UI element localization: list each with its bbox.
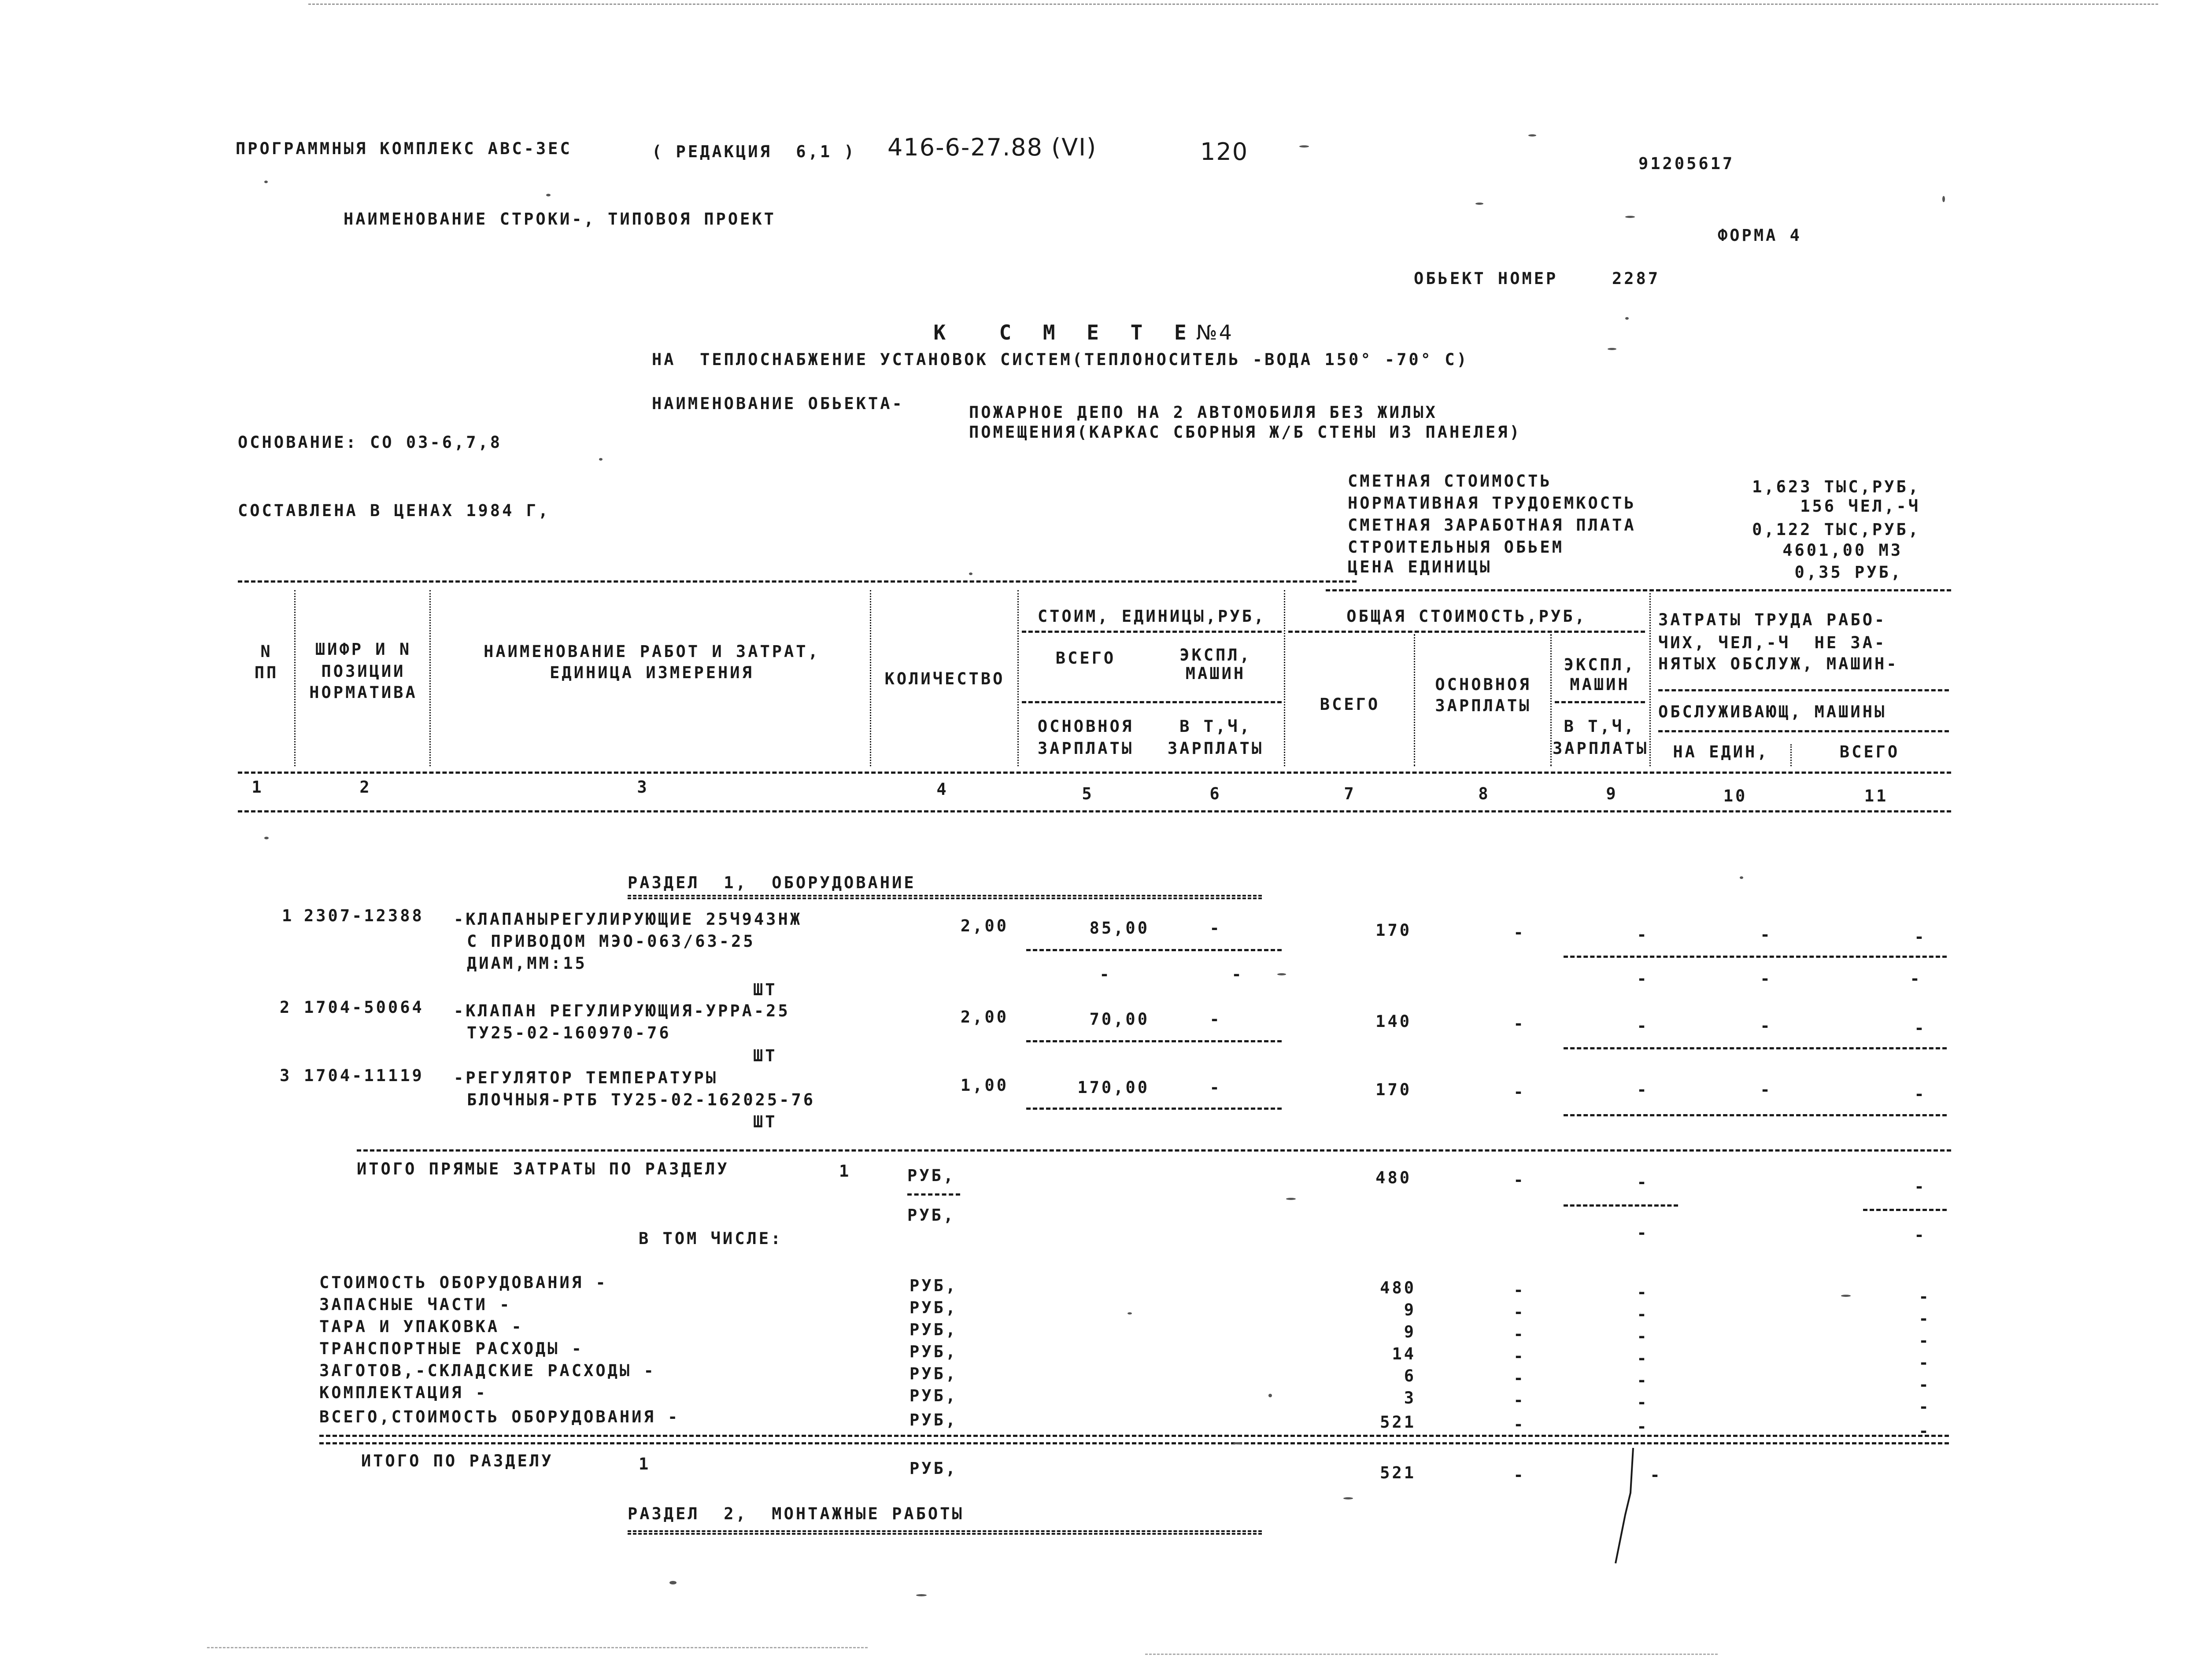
estimate-subject: НА ТЕПЛОСНАБЖЕНИЕ УСТАНОВОК СИСТЕМ(ТЕПЛОНОСИТЕЛЬ -ВОДА 150° -70° С) xyxy=(652,350,1469,369)
direct-costs-col11: - xyxy=(1914,1177,1926,1196)
cell-rule xyxy=(1564,1204,1678,1207)
direct-costs-section: 1 xyxy=(839,1162,851,1181)
col-1-header: N xyxy=(260,642,273,661)
column-number: 10 xyxy=(1723,786,1748,805)
header-rule xyxy=(1555,701,1645,703)
estimate-title-prefix: К С М Е Т Е xyxy=(933,321,1196,344)
salary: - xyxy=(1513,1014,1526,1033)
summary-label: НОРМАТИВНАЯ ТРУДОЕМКОСТЬ xyxy=(1348,494,1636,513)
section-2-title: РАЗДЕЛ 2, МОНТАЖНЫЕ РАБОТЫ xyxy=(628,1504,964,1523)
breakdown-value: 9 xyxy=(1404,1300,1416,1319)
direct-costs-col9-2: - xyxy=(1637,1223,1649,1242)
cell-rule xyxy=(907,1193,960,1196)
quantity: 2,00 xyxy=(960,916,1009,935)
scan-speck xyxy=(969,572,972,575)
scan-speck xyxy=(1625,216,1635,218)
breakdown-value: 14 xyxy=(1392,1344,1416,1363)
item-name: ДИАМ,ММ:15 xyxy=(467,954,587,973)
estimate-number: №4 xyxy=(1196,321,1234,344)
summary-value: 4601,00 М3 xyxy=(1782,541,1903,560)
section-total-label: ИТОГО ПО РАЗДЕЛУ xyxy=(361,1451,554,1470)
position-code: 1704-11119 xyxy=(304,1066,424,1085)
col-10-value: - xyxy=(1760,1016,1772,1035)
labor-group-header: ЗАТРАТЫ ТРУДА РАБО- xyxy=(1658,610,1887,629)
column-divider xyxy=(870,590,871,766)
object-number: 2287 xyxy=(1612,269,1660,288)
col-9-header: МАШИН xyxy=(1570,675,1630,694)
scan-speck xyxy=(1608,348,1616,350)
col-3-header: НАИМЕНОВАНИЕ РАБОТ И ЗАТРАТ, xyxy=(484,642,820,661)
column-number: 6 xyxy=(1209,784,1222,803)
column-number: 1 xyxy=(251,778,264,797)
section-total-value: 521 xyxy=(1380,1463,1416,1482)
pen-mark xyxy=(1612,1444,1638,1568)
cell-rule xyxy=(1026,1108,1282,1110)
breakdown-value: 9 xyxy=(1404,1322,1416,1341)
salary-placeholder: - xyxy=(1231,965,1244,984)
section-rule xyxy=(357,1149,1951,1152)
header-rule xyxy=(1658,730,1949,732)
breakdown-value: 3 xyxy=(1404,1388,1416,1407)
row-number: 3 xyxy=(280,1066,292,1085)
salary-placeholder: - xyxy=(1760,969,1772,988)
breakdown-unit: РУБ, xyxy=(909,1386,958,1405)
scan-edge xyxy=(1145,1654,1718,1655)
breakdown-dash: - xyxy=(1919,1309,1931,1328)
header-rule xyxy=(1022,631,1282,633)
scan-speck xyxy=(1343,1497,1353,1499)
column-number: 9 xyxy=(1606,784,1618,803)
scan-speck xyxy=(1942,196,1945,202)
col-8-header: ЗАРПЛАТЫ xyxy=(1435,696,1531,715)
breakdown-dash: - xyxy=(1637,1305,1649,1324)
column-divider xyxy=(1284,590,1285,766)
breakdown-dash: - xyxy=(1513,1325,1526,1344)
summary-label: СМЕТНАЯ СТОИМОСТЬ xyxy=(1348,472,1552,491)
price-level: СОСТАВЛЕНА В ЦЕНАХ 1984 Г, xyxy=(238,501,551,520)
breakdown-dash: - xyxy=(1919,1331,1931,1350)
col-5-subheader: ОСНОВНОЯ xyxy=(1037,717,1134,736)
col-2-header: НОРМАТИВА xyxy=(309,683,418,702)
breakdown-dash: - xyxy=(1637,1417,1649,1436)
scan-speck xyxy=(916,1594,927,1596)
object-name-line2: ПОМЕЩЕНИЯ(КАРКАС СБОРНЫЯ Ж/Б СТЕНЫ ИЗ ПАНЕЛЕЯ) xyxy=(969,423,1522,442)
scan-speck xyxy=(669,1581,677,1584)
header-rule xyxy=(1288,631,1645,633)
col-9-value: - xyxy=(1637,925,1649,944)
direct-costs-col11-2: - xyxy=(1914,1226,1926,1244)
breakdown-value: 521 xyxy=(1380,1413,1416,1432)
position-code: 2307-12388 xyxy=(304,906,424,925)
breakdown-label: ЗАПАСНЫЕ ЧАСТИ - xyxy=(319,1295,512,1314)
col-7-header: ВСЕГО xyxy=(1320,695,1380,714)
col-6-subheader: В Т,Ч, xyxy=(1179,717,1252,736)
edition: ( РЕДАКЦИЯ 6,1 ) xyxy=(652,142,856,161)
col-5-subheader: ЗАРПЛАТЫ xyxy=(1037,739,1134,758)
col-9-subheader: В Т,Ч, xyxy=(1564,717,1636,736)
cell-rule xyxy=(1564,1114,1947,1116)
summary-label: СТРОИТЕЛЬНЫЯ ОБЬЕМ xyxy=(1348,538,1564,557)
scan-speck xyxy=(1299,145,1309,148)
machine-cost: - xyxy=(1209,919,1222,938)
breakdown-dash: - xyxy=(1513,1281,1526,1300)
total-cost-group-header: ОБЩАЯ СТОИМОСТЬ,РУБ, xyxy=(1346,607,1587,626)
estimate-title xyxy=(890,306,1234,344)
col-10-value: - xyxy=(1760,1080,1772,1099)
machine-cost: - xyxy=(1209,1078,1222,1097)
header-number-rule xyxy=(238,772,1951,774)
breakdown-dash: - xyxy=(1513,1347,1526,1366)
quantity: 2,00 xyxy=(960,1008,1009,1026)
breakdown-dash: - xyxy=(1513,1303,1526,1322)
breakdown-dash: - xyxy=(1513,1369,1526,1388)
unit-price: 70,00 xyxy=(1089,1010,1150,1029)
document-number: 91205617 xyxy=(1638,154,1735,173)
col-9-header: ЭКСПЛ, xyxy=(1564,655,1636,674)
breakdown-label: ВСЕГО,СТОИМОСТЬ ОБОРУДОВАНИЯ - xyxy=(319,1407,680,1426)
salary-placeholder: - xyxy=(1099,965,1112,984)
scan-speck xyxy=(1277,973,1286,975)
column-number: 11 xyxy=(1864,786,1889,805)
scan-edge xyxy=(207,1647,868,1648)
breakdown-value: 6 xyxy=(1404,1366,1416,1385)
breakdown-dash: - xyxy=(1513,1415,1526,1434)
labor-group-header: ЧИХ, ЧЕЛ,-Ч НЕ ЗА- xyxy=(1658,633,1887,652)
column-number: 8 xyxy=(1478,784,1490,803)
section-total-salary: - xyxy=(1513,1466,1526,1484)
row-number: 2 xyxy=(280,998,292,1017)
unit: ШТ xyxy=(753,1046,777,1065)
column-divider xyxy=(429,590,431,766)
cell-rule xyxy=(1564,956,1947,958)
col-11-value: - xyxy=(1914,1019,1926,1038)
project-code: 416-6-27.88 (VI) xyxy=(887,133,1097,161)
breakdown-unit: РУБ, xyxy=(909,1298,958,1317)
object-name-label: НАИМЕНОВАНИЕ ОБЬЕКТА- xyxy=(652,394,904,413)
breakdown-label: КОМПЛЕКТАЦИЯ - xyxy=(319,1383,488,1402)
total-cost: 140 xyxy=(1375,1012,1412,1031)
direct-costs-label: ИТОГО ПРЯМЫЕ ЗАТРАТЫ ПО РАЗДЕЛУ xyxy=(357,1159,729,1178)
column-divider xyxy=(294,590,296,766)
column-divider xyxy=(1649,590,1651,766)
item-name: С ПРИВОДОМ МЭО-063/63-25 xyxy=(467,932,755,951)
col-10-header: НА ЕДИН, xyxy=(1673,742,1769,761)
scan-speck xyxy=(1286,1198,1296,1200)
object-name-line1: ПОЖАРНОЕ ДЕПО НА 2 АВТОМОБИЛЯ БЕЗ ЖИЛЫХ xyxy=(969,403,1438,422)
scan-speck xyxy=(1625,317,1629,320)
col-9-value: - xyxy=(1637,1016,1649,1035)
column-number: 7 xyxy=(1344,784,1356,803)
summary-value: 1,623 ТЫС,РУБ, xyxy=(1752,477,1920,496)
breakdown-dash: - xyxy=(1513,1391,1526,1410)
scan-speck xyxy=(1528,134,1536,137)
col-11-value: - xyxy=(1914,927,1926,946)
item-name: БЛОЧНЫЯ-РТБ ТУ25-02-162025-76 xyxy=(467,1090,816,1109)
scan-speck xyxy=(1475,203,1483,205)
unit-cost-group-header: СТОИМ, ЕДИНИЦЫ,РУБ, xyxy=(1037,607,1266,626)
breakdown-dash: - xyxy=(1919,1353,1931,1372)
breakdown-dash: - xyxy=(1919,1422,1931,1440)
column-divider xyxy=(1790,744,1792,766)
scan-speck xyxy=(1128,1312,1132,1314)
section-rule xyxy=(319,1442,1949,1444)
breakdown-dash: - xyxy=(1637,1327,1649,1346)
col-9-subheader: ЗАРПЛАТЫ xyxy=(1553,739,1649,758)
direct-costs-unit-2: РУБ, xyxy=(907,1206,956,1225)
item-name: -КЛАПАНЫРЕГУЛИРУЮЩИЕ 25Ч943НЖ xyxy=(454,910,802,929)
col-2-header: ПОЗИЦИИ xyxy=(321,662,406,681)
cell-rule xyxy=(1026,949,1282,951)
table-top-rule xyxy=(238,580,1357,583)
col-1-header: ПП xyxy=(254,663,279,682)
breakdown-value: 480 xyxy=(1380,1278,1416,1297)
total-cost: 170 xyxy=(1375,1080,1412,1099)
breakdown-label: ТАРА И УПАКОВКА - xyxy=(319,1317,524,1336)
breakdown-dash: - xyxy=(1637,1371,1649,1390)
scan-speck xyxy=(264,837,269,839)
section-rule xyxy=(319,1435,1949,1437)
col-6-header: МАШИН xyxy=(1185,664,1246,683)
column-divider xyxy=(1550,634,1552,766)
unit: ШТ xyxy=(753,1112,777,1131)
breakdown-unit: РУБ, xyxy=(909,1276,958,1295)
object-number-label: ОБЬЕКТ НОМЕР xyxy=(1414,269,1558,288)
cell-rule xyxy=(1026,1040,1282,1042)
breakdown-unit: РУБ, xyxy=(909,1364,958,1383)
breakdown-label: ТРАНСПОРТНЫЕ РАСХОДЫ - xyxy=(319,1339,584,1358)
total-cost: 170 xyxy=(1375,921,1412,940)
scan-speck xyxy=(264,181,268,183)
summary-label: СМЕТНАЯ ЗАРАБОТНАЯ ПЛАТА xyxy=(1348,516,1636,535)
scan-speck xyxy=(546,194,551,196)
direct-costs-col9: - xyxy=(1637,1173,1649,1192)
summary-value: 0,35 РУБ, xyxy=(1794,563,1903,582)
item-name: -КЛАПАН РЕГУЛИРУЮЩИЯ-УРРА-25 xyxy=(454,1001,790,1020)
col-3-header: ЕДИНИЦА ИЗМЕРЕНИЯ xyxy=(550,663,754,682)
col-5-header: ВСЕГО xyxy=(1055,649,1116,668)
summary-value: 156 ЧЕЛ,-Ч xyxy=(1800,497,1920,516)
item-name: -РЕГУЛЯТОР ТЕМПЕРАТУРЫ xyxy=(454,1068,718,1087)
scan-edge xyxy=(308,4,2158,5)
breakdown-dash: - xyxy=(1919,1287,1931,1306)
section-total-unit: РУБ, xyxy=(909,1459,958,1478)
labor-subheader: ОБСЛУЖИВАЮЩ, МАШИНЫ xyxy=(1658,702,1887,721)
breakdown-unit: РУБ, xyxy=(909,1320,958,1339)
scan-speck xyxy=(1233,1442,1242,1444)
column-number: 2 xyxy=(359,778,372,797)
program-name: ПРОГРАММНЫЯ КОМПЛЕКС АВС-3ЕС xyxy=(236,139,572,158)
breakdown-dash: - xyxy=(1637,1349,1649,1368)
column-number: 3 xyxy=(637,778,649,797)
salary: - xyxy=(1513,923,1526,942)
cell-rule xyxy=(1564,1047,1947,1049)
labor-group-header: НЯТЫХ ОБСЛУЖ, МАШИН- xyxy=(1658,654,1899,673)
col-6-subheader: ЗАРПЛАТЫ xyxy=(1167,739,1264,758)
scan-speck xyxy=(1841,1295,1851,1297)
unit: ШТ xyxy=(753,980,777,999)
col-8-header: ОСНОВНОЯ xyxy=(1435,675,1531,694)
section-total-col9: - xyxy=(1650,1466,1662,1484)
row-number: 1 xyxy=(282,906,294,925)
breakdown-dash: - xyxy=(1637,1283,1649,1302)
column-divider xyxy=(1414,634,1415,766)
breakdown-label: ЗАГОТОВ,-СКЛАДСКИЕ РАСХОДЫ - xyxy=(319,1361,656,1380)
scan-speck xyxy=(1740,876,1743,879)
machine-cost: - xyxy=(1209,1010,1222,1029)
summary-value: 0,122 ТЫС,РУБ, xyxy=(1752,520,1920,539)
section-total-number: 1 xyxy=(639,1455,651,1473)
col-6-header: ЭКСПЛ, xyxy=(1179,646,1252,665)
col-11-value: - xyxy=(1914,1085,1926,1104)
col-2-header: ШИФР И N xyxy=(315,640,412,659)
col-9-value: - xyxy=(1637,1080,1649,1099)
including-label: В ТОМ ЧИСЛЕ: xyxy=(639,1229,783,1248)
breakdown-dash: - xyxy=(1637,1393,1649,1412)
breakdown-unit: РУБ, xyxy=(909,1342,958,1361)
unit-price: 170,00 xyxy=(1077,1078,1150,1097)
table-top-rule xyxy=(1326,589,1951,591)
column-number: 4 xyxy=(936,780,949,799)
direct-costs-value: 480 xyxy=(1375,1168,1412,1187)
column-divider xyxy=(1017,590,1019,766)
breakdown-label: СТОИМОСТЬ ОБОРУДОВАНИЯ - xyxy=(319,1273,608,1292)
col-10-value: - xyxy=(1760,925,1772,944)
column-number: 5 xyxy=(1082,784,1094,803)
salary-placeholder: - xyxy=(1910,969,1922,988)
salary: - xyxy=(1513,1082,1526,1101)
basis: ОСНОВАНИЕ: СО 03-6,7,8 xyxy=(238,433,503,452)
section-1-title: РАЗДЕЛ 1, ОБОРУДОВАНИЕ xyxy=(628,873,916,892)
page-number: 120 xyxy=(1200,138,1249,166)
breakdown-dash: - xyxy=(1919,1397,1931,1416)
salary-placeholder: - xyxy=(1637,969,1649,988)
col-4-header: КОЛИЧЕСТВО xyxy=(884,669,1005,688)
section-2-underline xyxy=(628,1530,1262,1535)
position-code: 1704-50064 xyxy=(304,998,424,1017)
cell-rule xyxy=(1863,1209,1947,1211)
breakdown-dash: - xyxy=(1919,1375,1931,1394)
header-rule xyxy=(1022,701,1282,703)
header-bottom-rule xyxy=(238,810,1951,812)
item-name: ТУ25-02-160970-76 xyxy=(467,1023,671,1042)
quantity: 1,00 xyxy=(960,1076,1009,1095)
section-1-underline xyxy=(628,895,1262,899)
header-rule xyxy=(1658,689,1949,691)
direct-costs-salary: - xyxy=(1513,1170,1526,1189)
unit-price: 85,00 xyxy=(1089,919,1150,938)
scan-speck xyxy=(1268,1394,1272,1397)
breakdown-unit: РУБ, xyxy=(909,1410,958,1429)
direct-costs-unit: РУБ, xyxy=(907,1166,956,1185)
col-11-header: ВСЕГО xyxy=(1839,742,1900,761)
line-name: НАИМЕНОВАНИЕ СТРОКИ-, ТИПОВОЯ ПРОЕКТ xyxy=(344,210,776,229)
scan-speck xyxy=(599,458,603,461)
form-number: ФОРМА 4 xyxy=(1718,226,1802,245)
summary-label: ЦЕНА ЕДИНИЦЫ xyxy=(1348,558,1492,576)
